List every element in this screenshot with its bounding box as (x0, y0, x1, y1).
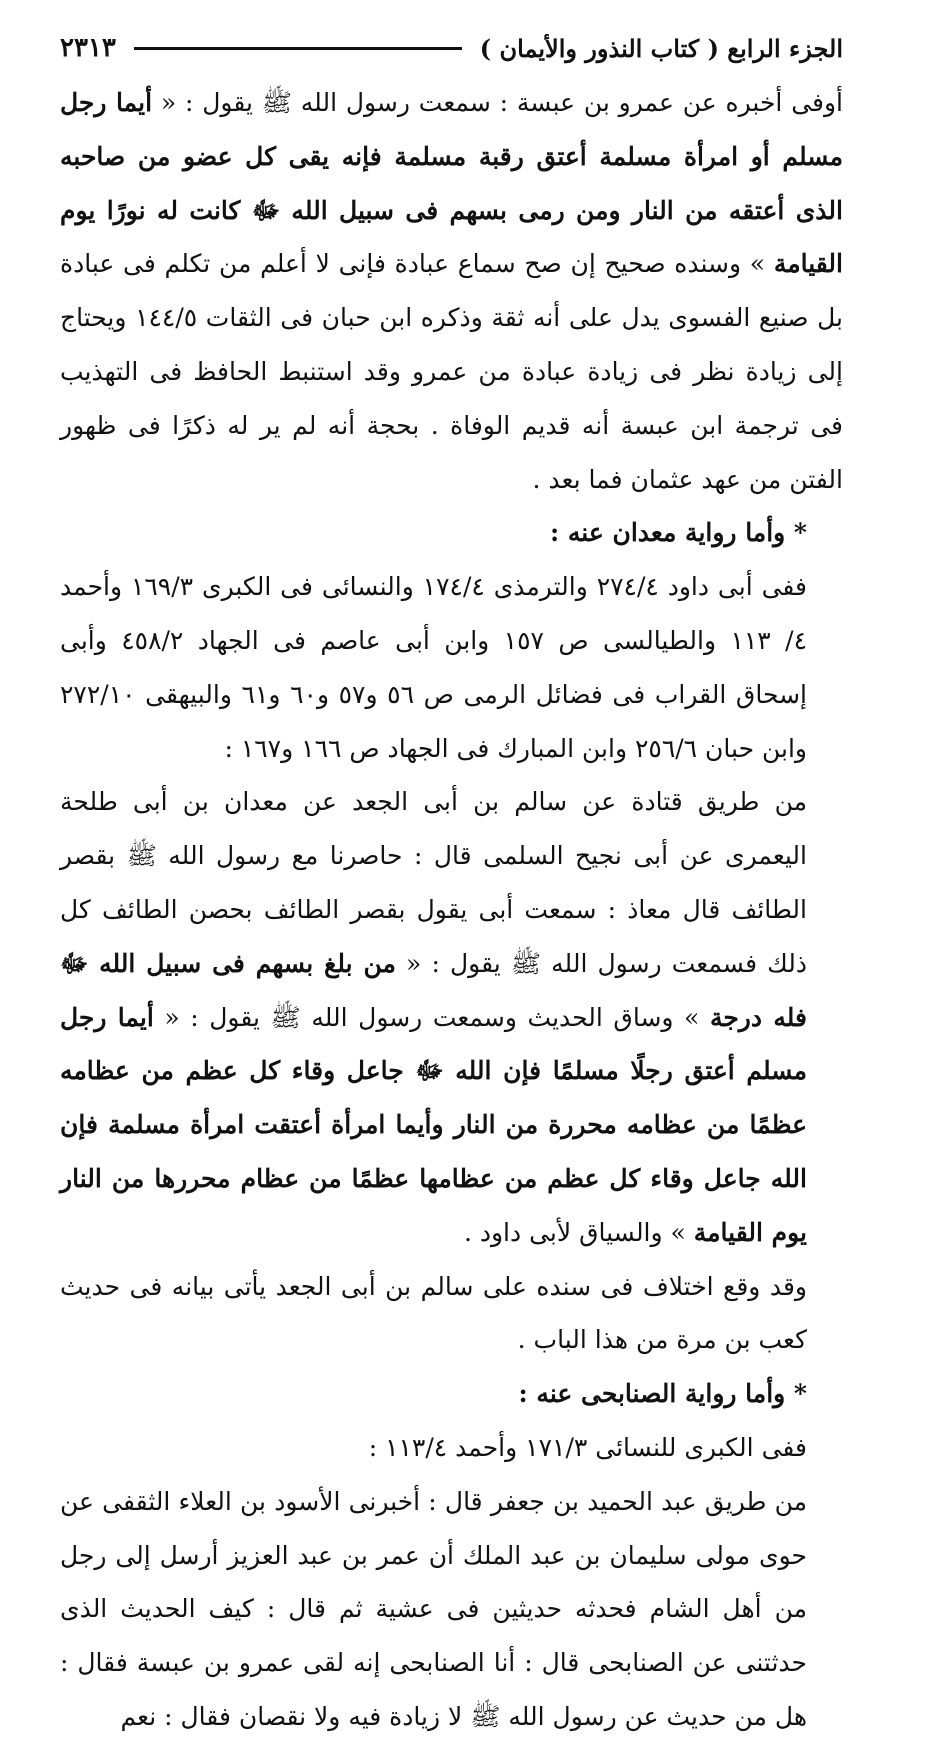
hadith-text: من بلغ بسهم فى سبيل الله ﷻ فله درجة (60, 948, 807, 1032)
hadith-text: أيما رجل مسلم أو امرأة مسلمة أعتق رقبة مسلمة فإنه يقى كل عضو من صاحبه الذى أعتقه من النار ومن رمى بسهم فى سبيل الله ﷻ كانت له نورًا يوم القيامة (60, 88, 843, 279)
hadith-text: * وأما رواية معدان عنه : (549, 518, 807, 548)
text-segment: من طريق عبد الحميد بن جعفر قال : أخبرنى الأسود بن العلاء الثقفى عن حوى مولى سليمان بن عبد الملك أن عمر بن عبد العزيز أرسل إلى رجل من أهل الشام فحدثه حديثين فى عشية ثم قال : كيف الحديث الذى حدثتنى عن الصنابحى قال : أنا الصنابحى إنه لقى عمرو بن عبسة فقال : هل من حديث عن رسول الله ﷺ لا زيادة فيه ولا نقصان فقال : نعم (60, 1486, 807, 1731)
running-title: الجزء الرابع ( كتاب النذور والأيمان ) (479, 33, 843, 63)
page-number: ٢٣١٣ (60, 33, 116, 63)
text-segment: من طريق قتادة عن سالم بن أبى الجعد عن معدان بن أبى طلحة اليعمرى عن أبى نجيح السلمى قال : حاصرنا مع رسول الله ﷺ بقصر الطائف قال معاذ : سمعت أبى يقول بقصر الطائف بحصن الطائف كل ذلك فسمعت رسول الله ﷺ يقول : « (60, 787, 807, 978)
page-header (60, 26, 843, 70)
text-segment: » والسياق لأبى داود . (463, 1217, 694, 1247)
header-rule (134, 47, 462, 50)
section-heading (60, 506, 843, 560)
section-heading (60, 1367, 843, 1421)
text-segment: » وساق الحديث وسمعت رسول الله ﷺ يقول : « (153, 1002, 710, 1032)
hadith-text: * وأما رواية الصنابحى عنه : (518, 1379, 807, 1409)
page-body (60, 76, 843, 1744)
text-segment: أوفى أخبره عن عمرو بن عبسة : سمعت رسول الله ﷺ يقول : « (152, 88, 843, 117)
text-segment: ففى الكبرى للنسائى ١٧١/٣ وأحمد ١١٣/٤ : (368, 1432, 807, 1462)
paragraph (60, 1260, 843, 1368)
text-segment: ففى أبى داود ٢٧٤/٤ والترمذى ١٧٤/٤ والنسائى فى الكبرى ١٦٩/٣ وأحمد ٤/ ١١٣ والطيالسى ص ١٥٧ وابن أبى عاصم فى الجهاد ٤٥٨/٢ وأبى إسحاق القراب فى فضائل الرمى ص ٥٦ و٥٧ و٦٠ و٦١ والبيهقى ٢٧٢/١٠ وابن حبان ٢٥٦/٦ وابن المبارك فى الجهاد ص ١٦٦ و١٦٧ : (60, 572, 807, 763)
paragraph (60, 1421, 843, 1475)
text-segment: » وسنده صحيح إن صح سماع عبادة فإنى لا أعلم من تكلم فى عبادة بل صنيع الفسوى يدل على أنه ثقة وذكره ابن حبان فى الثقات ١٤٤/٥ ويحتاج إلى زيادة نظر فى زيادة عبادة من عمرو وقد استنبط الحافظ فى التهذيب فى ترجمة ابن عبسة أنه قديم الوفاة . بحجة أنه لم ير له ذكرًا فى ظهور الفتن من عهد عثمان فما بعد . (60, 249, 843, 494)
paragraph (60, 775, 843, 1259)
paragraph (60, 1475, 843, 1744)
paragraph (60, 560, 843, 775)
text-segment: وقد وقع اختلاف فى سنده على سالم بن أبى الجعد يأتى بيانه فى حديث كعب بن مرة من هذا الباب . (60, 1271, 807, 1355)
hadith-text: أيما رجل مسلم أعتق رجلًا مسلمًا فإن الله ﷻ جاعل وقاء كل عظم من عظامه عظمًا من عظامه محررة من النار وأيما امرأة أعتقت امرأة مسلمة فإن الله جاعل وقاء كل عظم من عظامها عظمًا من عظام محررها من النار يوم القيامة (60, 1002, 807, 1247)
paragraph (60, 76, 843, 506)
